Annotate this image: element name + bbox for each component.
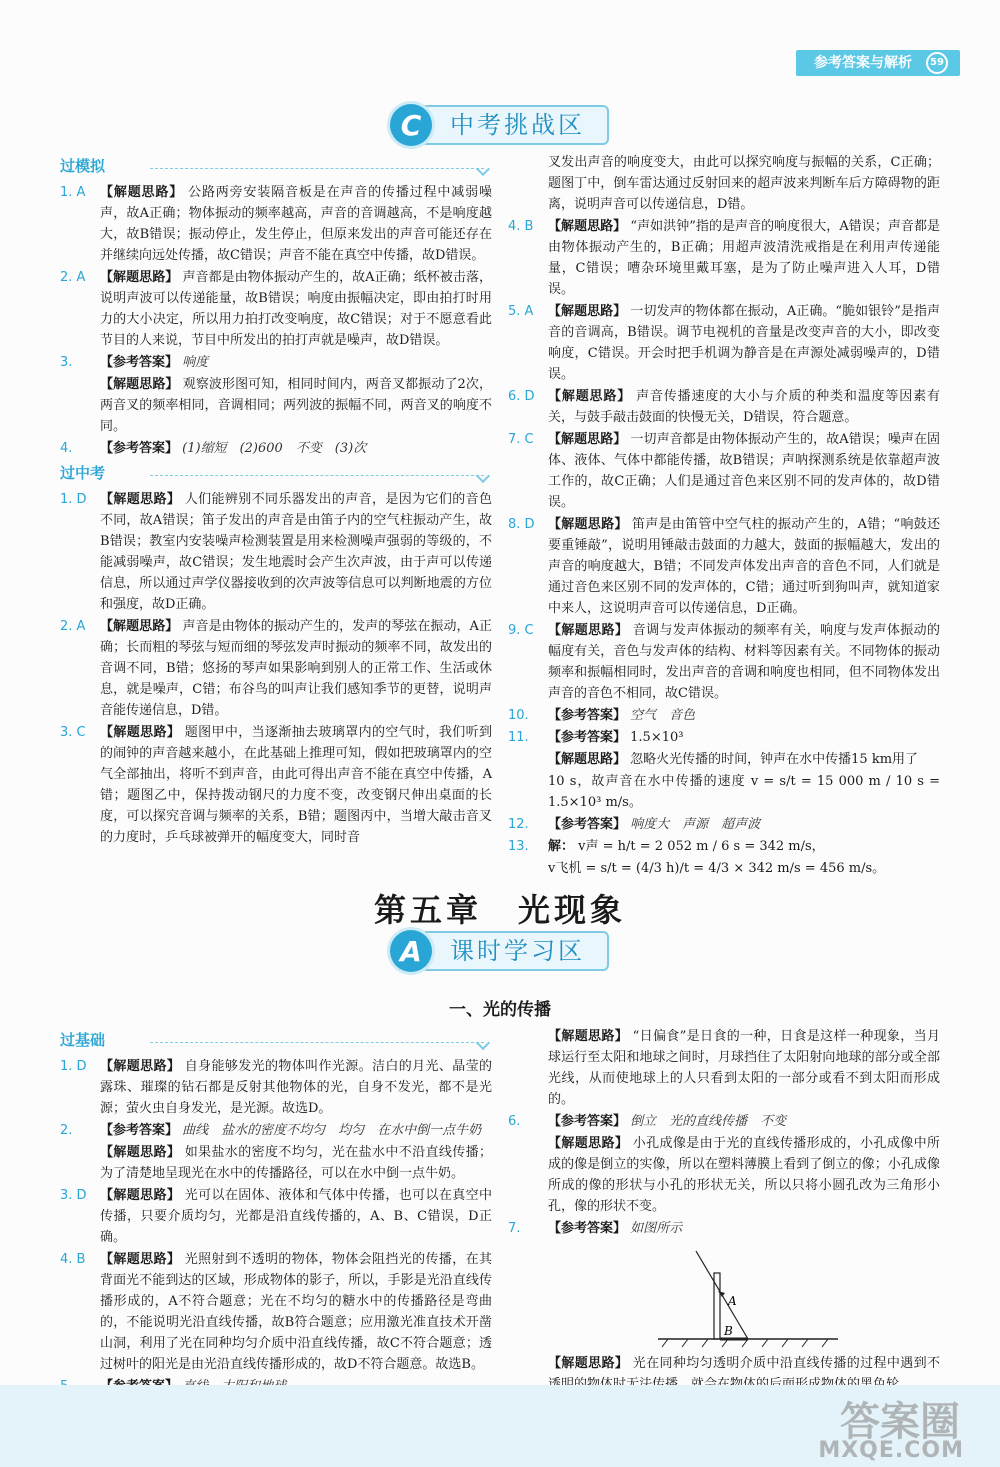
answer-item (60, 1120, 492, 1141)
item-number: 3. D (60, 1188, 87, 1203)
item-tag: 【解题思路】 (100, 185, 184, 200)
item-tag: 【参考答案】 (548, 1114, 627, 1129)
item-text: v声 = h/t = 2 052 m / 6 s = 342 m/s， (578, 839, 825, 854)
banner-zhongkao (390, 104, 609, 146)
section-header-moni (60, 156, 492, 178)
item-number: 3. (60, 355, 73, 370)
item-tag: 【参考答案】 (548, 730, 627, 745)
label-b: B (724, 1324, 733, 1338)
item-number (508, 1026, 548, 1110)
answer-item (60, 1185, 492, 1248)
item-number (508, 771, 548, 813)
item-number: 12. (508, 817, 529, 832)
section-divider (150, 168, 484, 169)
answer-item (508, 152, 940, 215)
item-tag: 【解题思路】 (548, 304, 627, 319)
item-text: 声音都是由物体振动产生的，故A正确；纸杯被击落，说明声波可以传递能量，故B错误；响度由振幅决定，即由拍打时用力的大小决定，所以用力拍打改变响度，故C错误；对于不愿意看此节目的人来说，节目中所发出的拍打声就是噪声，故D错误。 (100, 270, 492, 348)
banner-letter: C (390, 104, 432, 146)
item-number: 1. D (60, 1059, 87, 1074)
item-number: 8. D (508, 517, 535, 532)
item-text: 音调与发声体振动的频率有关，响度与发声体振动的幅度有关，音色与发声体的结构、材料等因素有关。不同物体的振动频率和振幅相同时，发出声音的音调和响度也相同，但不同物体发出声音的音色不相同，故C错误。 (548, 623, 940, 701)
item-number: 6. (508, 1114, 521, 1129)
item-tag: 【参考答案】 (100, 355, 179, 370)
answer-list (508, 152, 940, 879)
answer-list (60, 489, 492, 848)
answer-item (508, 814, 940, 835)
item-tag: 【参考答案】 (548, 708, 627, 723)
banner-keshi (390, 930, 609, 972)
item-tag: 【参考答案】 (100, 1123, 179, 1138)
answer-list (60, 182, 492, 459)
chapter-title: 第五章 光现象 (373, 891, 626, 929)
item-body (100, 182, 492, 266)
item-text: 笛声是由笛管中空气柱的振动产生的，A错；“响鼓还要重锤敲”，说明用锤敲击鼓面的力越大，鼓面的振幅越大，发出的声音的响度越大，B错；不同发声体发出声音的音色不同，人们就是通过音色来区别不同的发声体的，C错；通过听到狗叫声，就知道家中来人，这说明声音可以传递信息，D正确。 (548, 517, 940, 616)
answer-item (508, 749, 940, 770)
item-tag: 【解题思路】 (548, 1029, 629, 1044)
section-divider (150, 475, 484, 476)
item-body (548, 1133, 940, 1217)
answer-item (508, 727, 940, 748)
item-text: 如果盐水的密度不均匀，光在盐水中不沿直线传播；为了清楚地呈现光在水中的传播路径，可以在水中倒一点牛奶。 (100, 1145, 492, 1181)
item-number: 9. C (508, 623, 534, 638)
item-tag: 【解题思路】 (100, 1059, 181, 1074)
item-body (548, 386, 940, 428)
item-text: “日偏食”是日食的一种，日食是这样一种现象，当月球运行至太阳和地球之间时，月球挡住了太阳射向地球的部分或全部光线，从而使地球上的人只看到太阳的一部分或看不到太阳而形成的。 (548, 1029, 940, 1107)
item-text: 倒立 光的直线传播 不变 (630, 1114, 787, 1129)
item-text: 一切声音都是由物体振动产生的，故A错误；噪声在固体、液体、气体中都能传播，故B错误；声呐探测系统是依靠超声波工作的，故C正确；人们是通过音色来区别不同的发声体的，故D错误。 (548, 432, 940, 510)
answer-item (60, 616, 492, 721)
answer-item (508, 1133, 940, 1217)
right-column-top (508, 152, 940, 880)
item-text: (1)缩短 (2)600 不变 (3)次 (182, 441, 367, 456)
answer-item (508, 858, 940, 879)
item-body (548, 1111, 940, 1132)
item-number: 2. (60, 1123, 73, 1138)
watermark-logo: 答案圈 (840, 1399, 960, 1445)
item-tag: 【解题思路】 (548, 219, 627, 234)
chevron-down-icon (476, 162, 490, 176)
item-body (548, 727, 940, 748)
answer-item (60, 438, 492, 459)
item-text: 如图所示 (630, 1221, 683, 1236)
item-text: 1.5×10³ (630, 730, 684, 745)
right-column-bottom (508, 1026, 940, 1396)
item-body (100, 352, 492, 373)
item-body (548, 836, 940, 857)
item-body (548, 301, 940, 385)
item-number (508, 858, 548, 879)
item-body (548, 1026, 940, 1110)
answer-item (60, 489, 492, 615)
section-title: 过模拟 (60, 157, 106, 175)
item-text: v飞机 = s/t = (4/3 h)/t = 4/3 × 342 m/s = 456 m/s。 (548, 861, 886, 876)
item-body (548, 858, 940, 879)
item-tag: 【解题思路】 (100, 270, 179, 285)
item-tag: 【解题思路】 (548, 1136, 629, 1151)
item-tag: 【解题思路】 (548, 623, 629, 638)
item-text: 光照射到不透明的物体，物体会阻挡光的传播，在其背面光不能到达的区域，形成物体的影子，所以，手影是光沿直线传播形成的，A不符合题意；光在不均匀的糖水中的传播路径是弯曲的，不能说明光沿直线传播，故B符合题意；应用激光准直技术开凿山洞，利用了光在同种均匀介质中沿直线传播，故C不符合题意；透过树叶的阳光是由光沿直线传播形成的，故D不符合题意。故选B。 (100, 1252, 492, 1372)
item-text: 响度大 声源 超声波 (630, 817, 761, 832)
answer-item (508, 836, 940, 857)
item-text: 光在同种均匀透明介质中沿直线传播的过程中遇到不 (632, 1356, 940, 1371)
answer-item (60, 267, 492, 351)
item-text: 公路两旁安装隔音板是在声音的传播过程中减弱噪声，故A正确；物体振动的频率越高，声音的音调越高，不是响度越大，故B错误；振动停止，发生停止，但原来发出的声音可能还存在并继续向远处传播，故C错误；声音不能在真空中传播，故D错误。 (100, 185, 492, 263)
header-tag-label: 参考答案与解析 (814, 55, 912, 71)
item-number: 7. (508, 1221, 521, 1236)
item-tag: 【解题思路】 (548, 389, 632, 404)
answer-item (508, 301, 940, 385)
item-number: 6. D (508, 389, 535, 404)
answer-item (508, 429, 940, 513)
answer-list (60, 1056, 492, 1397)
answer-item (508, 620, 940, 704)
answer-item (508, 514, 940, 619)
item-text: 声音传播速度的大小与介质的种类和温度等因素有关，与鼓手敲击鼓面的快慢无关，D错误，符合题意。 (548, 389, 940, 425)
banner-title: 中考挑战区 (418, 105, 609, 145)
page-number-icon: 59 (926, 52, 948, 74)
item-body (100, 1142, 492, 1184)
lesson-title: 一、光的传播 (449, 1000, 551, 1020)
item-text: 人们能辨别不同乐器发出的声音，是因为它们的音色不同，故A错误；笛子发出的声音是由笛子内的空气柱振动产生，故B错误；教室内安装噪声检测装置是用来检测噪声强弱的等级的，不能减弱噪声，故C错误；发生地震时会产生次声波，由于声可以传递信息，所以通过声学仪器接收到的次声波等信息可以判断地震的方位和强度，故D正确。 (100, 492, 492, 612)
item-number: 11. (508, 730, 529, 745)
item-tag: 【解题思路】 (100, 1252, 181, 1267)
item-body (100, 1249, 492, 1375)
chevron-down-icon (476, 469, 490, 483)
item-tag: 【解题思路】 (100, 1145, 181, 1160)
item-tag: 【参考答案】 (548, 817, 627, 832)
section-header-jichu (60, 1030, 492, 1052)
answer-item (508, 771, 940, 813)
watermark-url: MXQE.COM (818, 1438, 964, 1463)
answer-item (60, 1142, 492, 1184)
answer-item (60, 182, 492, 266)
left-column-bottom (60, 1026, 492, 1398)
item-text: 叉发出声音的响度变大，由此可以探究响度与振幅的关系，C正确；题图丁中，倒车雷达通过反射回来的超声波来判断车后方障碍物的距离，说明声音可以传递信息，D错。 (548, 155, 940, 212)
section-title: 过中考 (60, 464, 106, 482)
item-number: 10. (508, 708, 529, 723)
section-title: 过基础 (60, 1031, 106, 1049)
item-body (548, 514, 940, 619)
item-text: “声如洪钟”指的是声音的响度很大，A错误；声音都是由物体振动产生的，B正确；用超声波清洗戒指是在利用声传递能量，C错误；嘈杂环境里戴耳塞，是为了防止噪声进入人耳，D错误。 (548, 219, 940, 297)
item-tag: 【解题思路】 (548, 432, 627, 447)
item-tag: 【解题思路】 (100, 725, 181, 740)
item-number (60, 1142, 100, 1184)
answer-item (508, 216, 940, 300)
banner-letter: A (390, 930, 432, 972)
item-number: 1. A (60, 185, 86, 200)
answer-item (60, 1249, 492, 1375)
section-divider (150, 1042, 484, 1043)
answer-item (508, 1218, 940, 1239)
answer-item (508, 1026, 940, 1110)
section-header-zhongkao (60, 463, 492, 485)
item-tag: 【解题思路】 (548, 752, 627, 767)
item-body (548, 1218, 940, 1239)
item-text: 10 s，故声音在水中传播的速度 v = s/t = 15 000 m / 10 s = 1.5×10³ m/s。 (548, 774, 940, 810)
item-text: 空气 音色 (630, 708, 696, 723)
item-body (548, 814, 940, 835)
item-tag: 【参考答案】 (548, 1221, 627, 1236)
label-a: A (728, 1294, 737, 1308)
item-tag: 【解题思路】 (548, 517, 628, 532)
item-body (100, 1120, 492, 1141)
item-body (100, 722, 492, 848)
item-body (100, 489, 492, 615)
item-body (548, 749, 940, 770)
chevron-down-icon (476, 1036, 490, 1050)
item-body (548, 152, 940, 215)
shadow-figure (648, 1243, 848, 1353)
item-text: 题图甲中，当逐渐抽去玻璃罩内的空气时，我们听到的闹钟的声音越来越小，在此基础上推理可知，假如把玻璃罩内的空气全部抽出，将听不到声音，由此可得出声音不能在真空中传播，A错；题图乙中，保持拨动钢尺的力度不变，改变钢尺伸出桌面的长度，可以探究音调与频率的关系，B错；题图丙中，当增大敲击音叉的力度时，乒乓球被弹开的幅度变大，同时音 (100, 725, 492, 845)
item-number: 2. A (60, 270, 86, 285)
item-number (508, 152, 548, 215)
item-text: 一切发声的物体都在振动，A正确。“脆如银铃”是指声音的音调高，B错误。调节电视机的音量是改变声音的大小，即改变响度，C错误。开会时把手机调为静音是在声源处减弱噪声的，D错误。 (548, 304, 940, 382)
item-body (100, 438, 492, 459)
item-text: 忽略火光传播的时间，钟声在水中传播15 km用了 (630, 752, 919, 767)
item-body (548, 216, 940, 300)
item-text: 小孔成像是由于光的直线传播形成的，小孔成像中所成的像是倒立的实像，所以在塑料薄膜上看到了倒立的像；小孔成像所成的像的形状与小孔的形状无关，所以只将小圆孔改为三角形小孔，像的形状不变。 (548, 1136, 940, 1214)
item-tag: 【解题思路】 (548, 1356, 629, 1371)
item-body (100, 267, 492, 351)
item-tag: 【解题思路】 (100, 492, 181, 507)
item-text: 光可以在固体、液体和气体中传播，也可以在真空中传播，只要介质均匀，光都是沿直线传播的，A、B、C错误，D正确。 (100, 1188, 492, 1245)
item-body (100, 616, 492, 721)
item-body (100, 1185, 492, 1248)
answer-item (508, 1111, 940, 1132)
banner-title: 课时学习区 (418, 931, 609, 971)
item-number (60, 374, 100, 437)
item-number: 2. A (60, 619, 86, 634)
item-tag: 解： (548, 839, 575, 854)
item-number (508, 749, 548, 770)
item-body (548, 705, 940, 726)
item-text: 自身能够发光的物体叫作光源。洁白的月光、晶莹的露珠、璀璨的钻石都是反射其他物体的光，自身不发光，都不是光源；萤火虫自身发光，是光源。故选D。 (100, 1059, 492, 1116)
page-header (0, 0, 1000, 80)
item-body (100, 1056, 492, 1119)
answer-list (508, 1026, 940, 1239)
item-number: 4. B (508, 219, 534, 234)
item-body (548, 771, 940, 813)
item-text: 曲线 盐水的密度不均匀 均匀 在水中倒一点牛奶 (182, 1123, 482, 1138)
item-number: 13. (508, 839, 529, 854)
item-number: 1. D (60, 492, 87, 507)
item-body (548, 429, 940, 513)
answer-item (508, 386, 940, 428)
item-body (548, 620, 940, 704)
item-body (100, 374, 492, 437)
arrow-icon (718, 1291, 725, 1297)
item-text: 声音是由物体的振动产生的，发声的琴弦在振动，A正确；长而粗的琴弦与短而细的琴弦发声时振动的频率不同，故发出的音调不同，B错；悠扬的琴声如果影响到别人的正常工作、生活或休息，就是噪声，C错；布谷鸟的叫声让我们感知季节的更替，说明声音能传递信息，D错。 (100, 619, 492, 718)
item-text: 响度 (182, 355, 209, 370)
answer-item (508, 705, 940, 726)
item-number: 7. C (508, 432, 534, 447)
item-number: 4. (60, 441, 73, 456)
item-number: 4. B (60, 1252, 86, 1267)
header-tag (796, 50, 960, 76)
item-number: 3. C (60, 725, 86, 740)
item-tag: 【参考答案】 (100, 441, 179, 456)
item-tag: 【解题思路】 (100, 619, 179, 634)
item-tag: 【解题思路】 (100, 1188, 181, 1203)
answer-item (60, 1056, 492, 1119)
answer-item (60, 374, 492, 437)
answer-item (60, 722, 492, 848)
item-text: 观察波形图可知，相同时间内，两音叉都振动了2次，两音叉的频率相同，音调相同；两列波的振幅不同，两音叉的响度不同。 (100, 377, 492, 434)
item-number (508, 1133, 548, 1217)
item-tag: 【解题思路】 (100, 377, 179, 392)
left-column-top (60, 152, 492, 849)
answer-item (60, 352, 492, 373)
item-number: 5. A (508, 304, 534, 319)
